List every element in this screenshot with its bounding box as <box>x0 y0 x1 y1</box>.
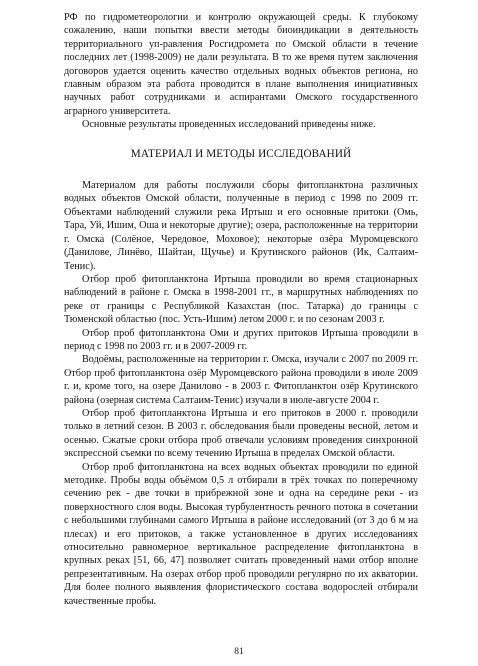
irtysh-sampling-paragraph: Отбор проб фитопланктона Иртыша проводили во время стационарных наблюдений в районе г. Омска в 1998-2001 гг., в маршрутных наблюдениях по реке от границы с Республикой Казахстан (пос. Татарка) до границы с Тюменской областью (пос. Усть-Ишим) летом 2000 г. и по сезонам 2003 г. <box>64 273 418 326</box>
section-title: МАТЕРИАЛ И МЕТОДЫ ИССЛЕДОВАНИЙ <box>130 147 352 160</box>
document-page <box>64 11 418 608</box>
om-sampling-paragraph: Отбор проб фитопланктона Оми и других притоков Иртыша проводили в период с 1998 по 2003 гг. и в 2007-2009 гг. <box>64 327 418 352</box>
intro-paragraph: РФ по гидрометеорологии и контролю окружающей среды. К глубокому сожалению, наши попытки ввести методы биоиндикации в деятельность территориального уп-равления Росгидромета по Омской области в течение последних лет (1998-2009) не дали результата. В то же время путем заключения договоров удается оценить качество отдельных водных объектов региона, но главным образом эта работа проводится в плане выполнения инициативных научных работ сотрудниками и аспирантами Омского государственного аграрного университета. <box>64 12 418 117</box>
methodology-paragraph: Отбор проб фитопланктона на всех водных объектах проводили по единой методике. Пробы воды объёмом 0,5 л отбирали в трёх точках по поперечному сечению рек - две точки в прибрежной зоне и одна на середине реки - из поверхностного слоя воды. Высокая турбулентность речного потока в сочетании с небольшими глубинами самого Иртыша в районе исследований (от 3 до 6 м на плесах) и его притоков, а также установленное в других исследованиях относительно равномерное вертикальное распределение фитопланктона в крупных реках [51, 66, 47] позволяет считать проведенный нами отбор вполне репрезентативным. На озерах отбор проб проводили регулярно по их акватории. Для более полного выявления флористического состава водорослей отбирали качественные пробы. <box>64 461 418 607</box>
page-number: 81 <box>234 647 244 657</box>
lakes-sampling-paragraph: Водоёмы, расположенные на территории г. Омска, изучали с 2007 по 2009 гг. Отбор проб фитопланктона озёр Муромцевского района проводили в июле 2009 г. и, кроме того, на озере Данилово - в 2003 г. Фитопланктон озёр Крутинского района (озерная система Салтаим-Тенис) изучали в июле-августе 2004 г. <box>64 354 418 406</box>
materials-paragraph: Материалом для работы послужили сборы фитопланктона различных водных объектов Омской области, полученные в период с 1998 по 2009 гг. Объектами наблюдений служили река Иртыш и его основные притоки (Омь, Тара, Уй, Ишим, Оша и некоторые другие); озера, расположенные на территории г. Омска (Солёное, Чередовое, Моховое); некоторые озёра Муромцевского (Данилове, Линёво, Шайтан, Щучье) и Крутинского районов (Ик, Салтаим-Тенис). <box>64 180 418 272</box>
seasonal-sampling-paragraph: Отбор проб фитопланктона Иртыша и его притоков в 2000 г. проводили только в летний сезон. В 2003 г. обследования были проведены весной, летом и осенью. Сжатые сроки отбора проб отвечали условиям проведения синхронной экспрессной съемки по всему течению Иртыша в пределах Омской области. <box>64 407 418 460</box>
results-intro-paragraph: Основные результаты проведенных исследований приведены ниже. <box>82 119 376 131</box>
